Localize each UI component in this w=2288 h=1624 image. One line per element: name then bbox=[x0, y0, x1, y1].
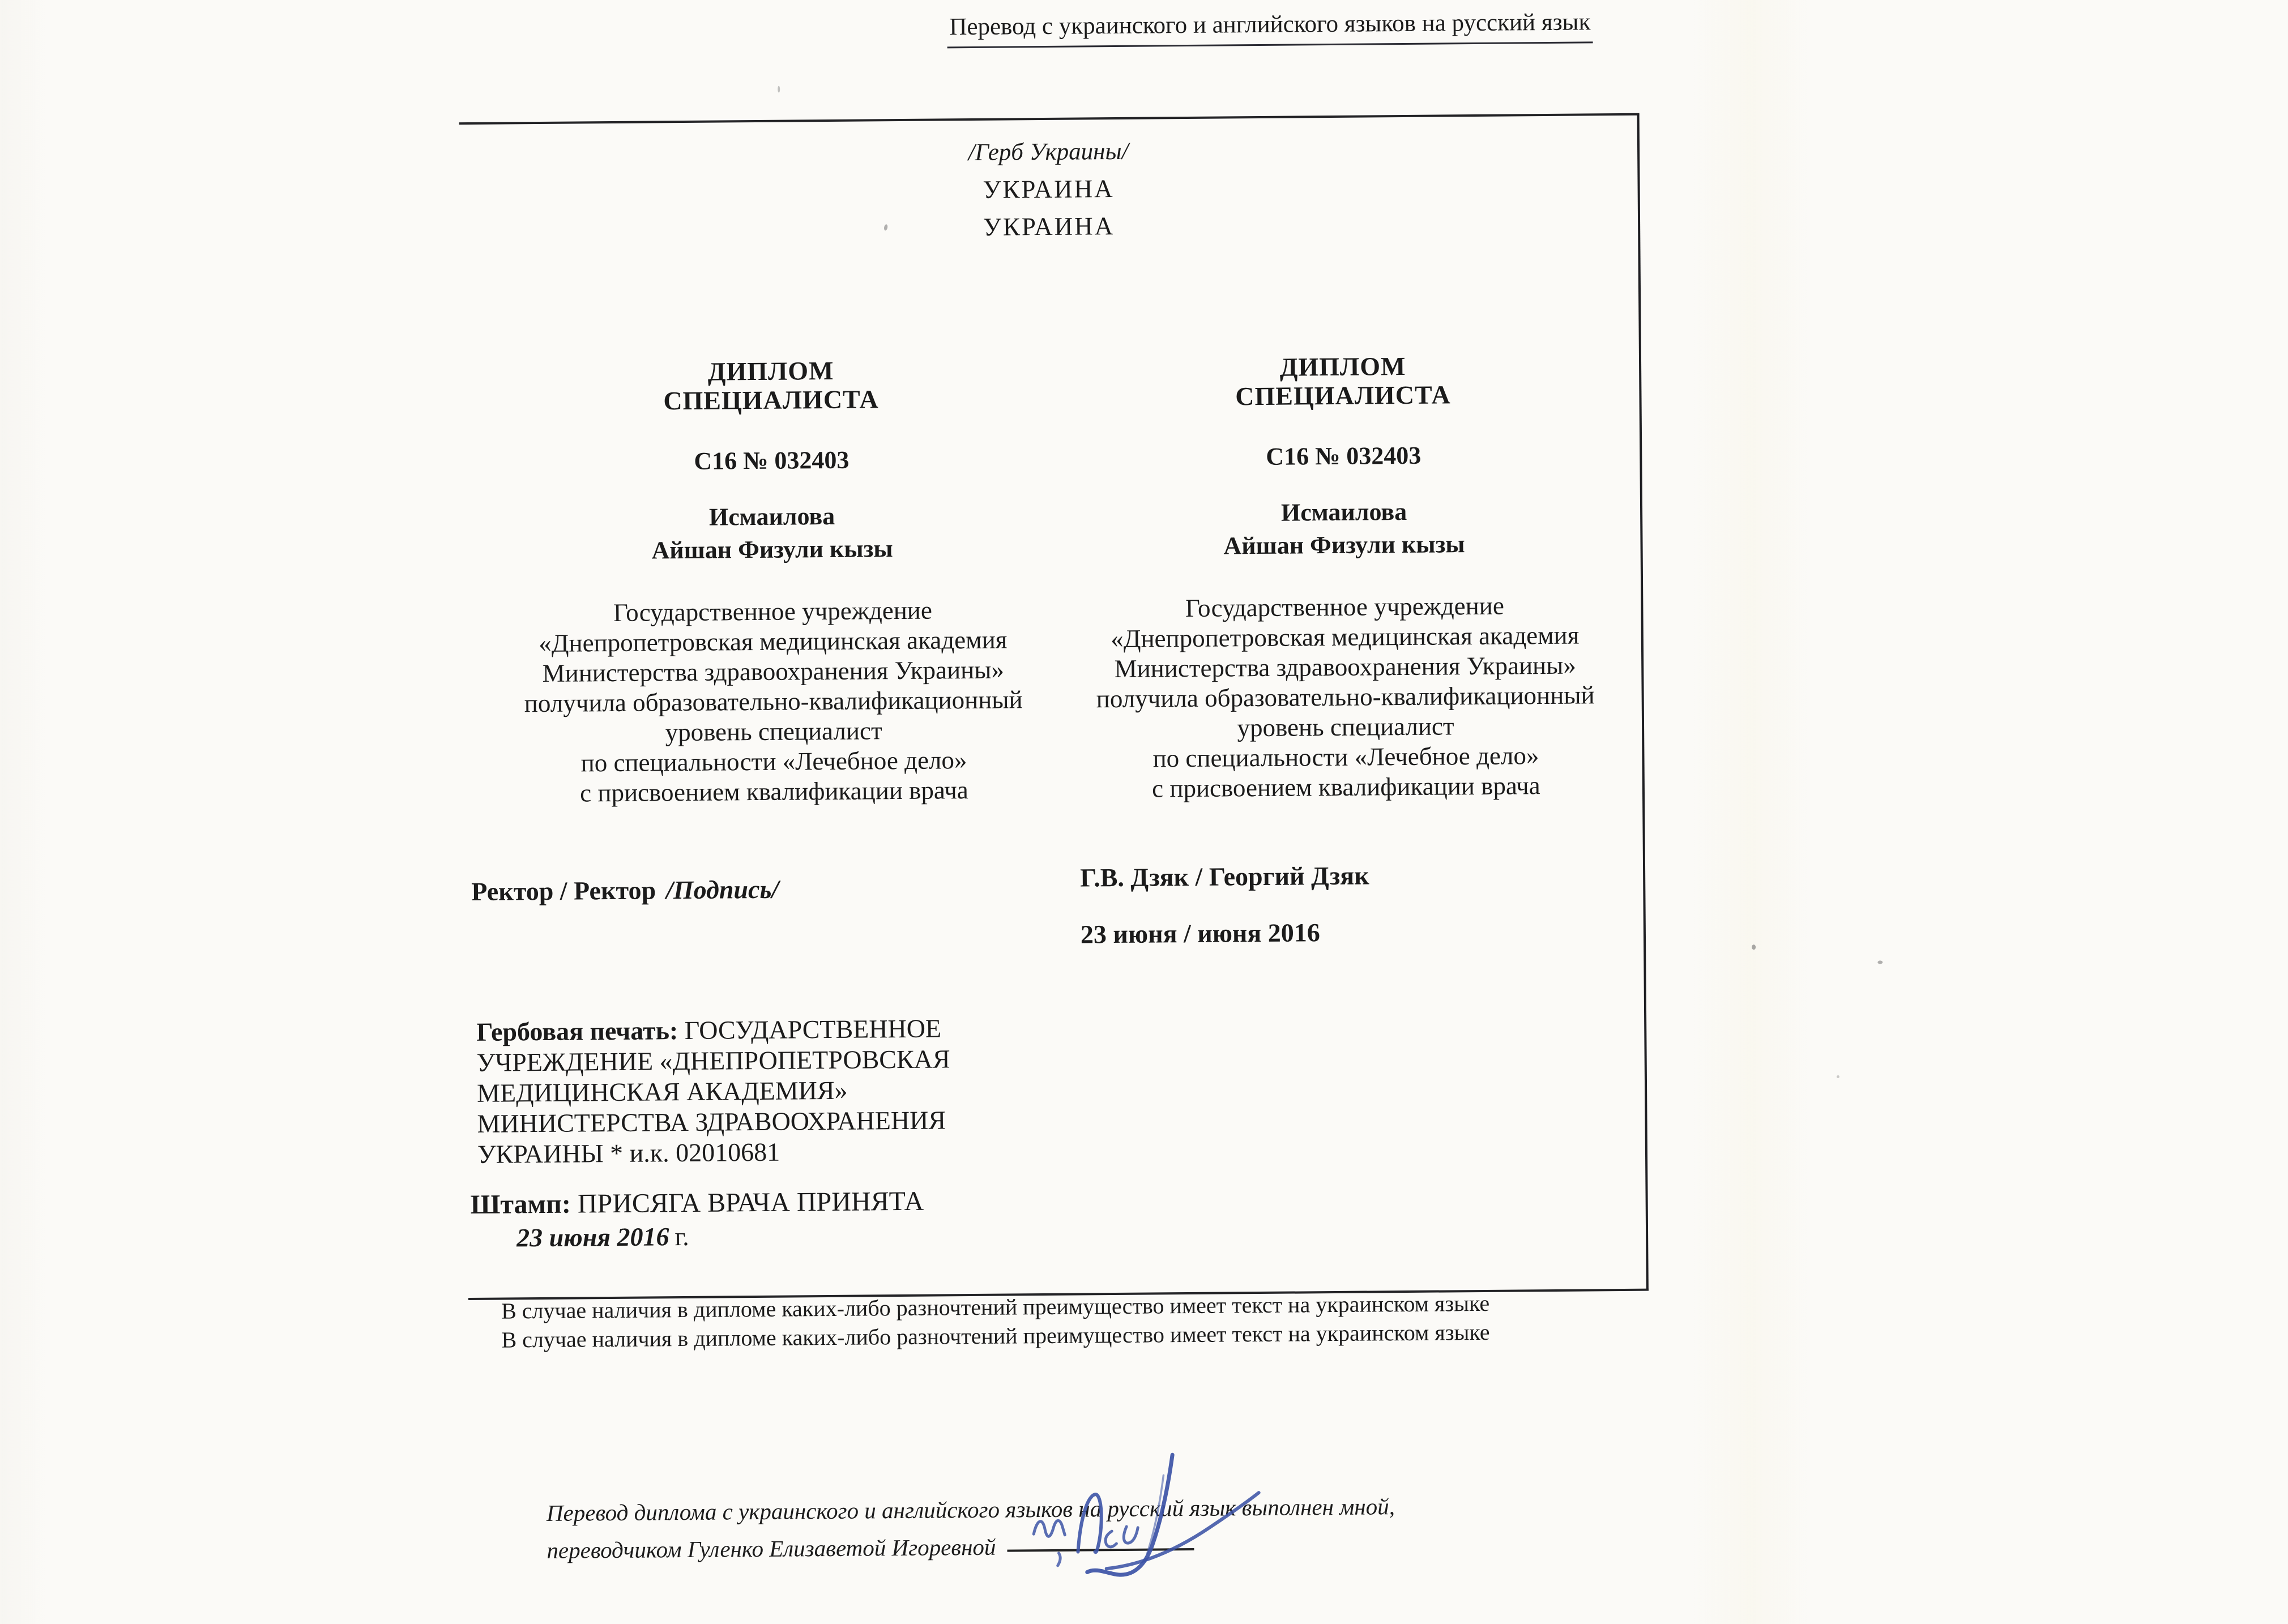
coat-of-arms-caption: /Герб Украины/ bbox=[968, 138, 1129, 166]
body-line: уровень специалист bbox=[1237, 712, 1454, 742]
stamp-transcription: Штамп: ПРИСЯГА ВРАЧА ПРИНЯТА bbox=[470, 1186, 924, 1220]
graduate-name bbox=[462, 498, 1082, 569]
translation-direction-note: Перевод с украинского и английского языков на русский язык bbox=[947, 8, 1593, 48]
scan-speck bbox=[778, 86, 780, 93]
signature-placeholder: /Подпись/ bbox=[665, 874, 779, 905]
seal-line: Гербовая печать: ГОСУДАРСТВЕННОЕ bbox=[476, 1014, 942, 1046]
graduate-given-names: Айшан Физули кызы bbox=[651, 535, 893, 565]
seal-line: УЧРЕЖДЕНИЕ «ДНЕПРОПЕТРОВСКАЯ bbox=[476, 1044, 950, 1077]
scan-speck bbox=[1877, 960, 1883, 964]
body-line: по специальности «Лечебное дело» bbox=[1152, 741, 1539, 773]
diploma-title-line1: ДИПЛОМ bbox=[707, 356, 834, 386]
translator-signature bbox=[1021, 1441, 1288, 1613]
discrepancy-footnote-line2: В случае наличия в дипломе каких-либо разночтений преимущество имеет текст на украинском языке bbox=[501, 1319, 1490, 1353]
rector-label: Ректор / Ректор bbox=[471, 875, 656, 906]
seal-label: Гербовая печать: bbox=[476, 1016, 678, 1046]
body-line: Министерства здравоохранения Украины» bbox=[1114, 651, 1577, 683]
diploma-title-line2: СПЕЦИАЛИСТА bbox=[663, 384, 879, 416]
stamp-label: Штамп: bbox=[470, 1189, 571, 1220]
translator-statement-line2: переводчиком Гуленко Елизаветой Игоревной bbox=[547, 1533, 996, 1563]
diploma-title-line1: ДИПЛОМ bbox=[1279, 351, 1406, 382]
diploma-serial-number: С16 № 032403 bbox=[1266, 441, 1422, 471]
diploma-column-right bbox=[1031, 116, 1660, 1294]
graduate-surname: Исмаилова bbox=[708, 502, 835, 531]
discrepancy-footnote-line1: В случае наличия в дипломе каких-либо разночтений преимущество имеет текст на украинском языке bbox=[501, 1290, 1490, 1324]
diploma-title bbox=[1033, 350, 1653, 413]
body-line: уровень специалист bbox=[665, 716, 882, 747]
seal-line: МИНИСТЕРСТВА ЗДРАВООХРАНЕНИЯ bbox=[477, 1105, 946, 1138]
country-name-line1: УКРАИНА bbox=[983, 174, 1115, 204]
country-name-line2: УКРАИНА bbox=[983, 212, 1115, 241]
scan-speck bbox=[1837, 1075, 1839, 1078]
body-line: Государственное учреждение bbox=[1185, 591, 1505, 623]
seal-line: МЕДИЦИНСКАЯ АКАДЕМИЯ» bbox=[476, 1075, 848, 1108]
seal-transcription bbox=[476, 1013, 951, 1170]
body-line: по специальности «Лечебное дело» bbox=[580, 746, 967, 777]
issue-date-line: 23 июня / июня 2016 bbox=[1080, 918, 1320, 949]
body-line: Государственное учреждение bbox=[613, 596, 933, 627]
diploma-serial-number: С16 № 032403 bbox=[694, 446, 850, 475]
diploma-frame bbox=[459, 113, 1649, 1300]
diploma-body bbox=[1035, 590, 1656, 805]
graduate-name bbox=[1034, 494, 1654, 565]
body-line: «Днепропетровская медицинская академия bbox=[539, 625, 1008, 658]
rector-name-line: Г.В. Дзяк / Георгий Дзяк bbox=[1079, 861, 1369, 892]
body-line: с присвоением квалификации врача bbox=[579, 776, 968, 807]
seal-line: УКРАИНЫ * и.к. 02010681 bbox=[477, 1137, 780, 1169]
diploma-body bbox=[463, 594, 1084, 809]
graduate-given-names: Айшан Физули кызы bbox=[1223, 530, 1465, 560]
stamp-date-line: 23 июня 2016 г. bbox=[516, 1221, 689, 1253]
body-line: «Днепропетровская медицинская академия bbox=[1111, 621, 1580, 653]
translator-statement-line1: Перевод диплома с украинского и английского языков на русский язык выполнен мной, bbox=[546, 1493, 1395, 1526]
diploma-title-line2: СПЕЦИАЛИСТА bbox=[1235, 380, 1451, 411]
rector-signature-line bbox=[471, 874, 779, 907]
body-line: получила образовательно-квалификационный bbox=[1096, 681, 1595, 713]
scan-speck bbox=[1752, 945, 1756, 950]
body-line: получила образовательно-квалификационный bbox=[524, 685, 1023, 718]
body-line: Министерства здравоохранения Украины» bbox=[542, 655, 1005, 687]
body-line: с присвоением квалификации врача bbox=[1151, 771, 1540, 803]
diploma-title bbox=[461, 354, 1081, 417]
graduate-surname: Исмаилова bbox=[1280, 497, 1407, 527]
